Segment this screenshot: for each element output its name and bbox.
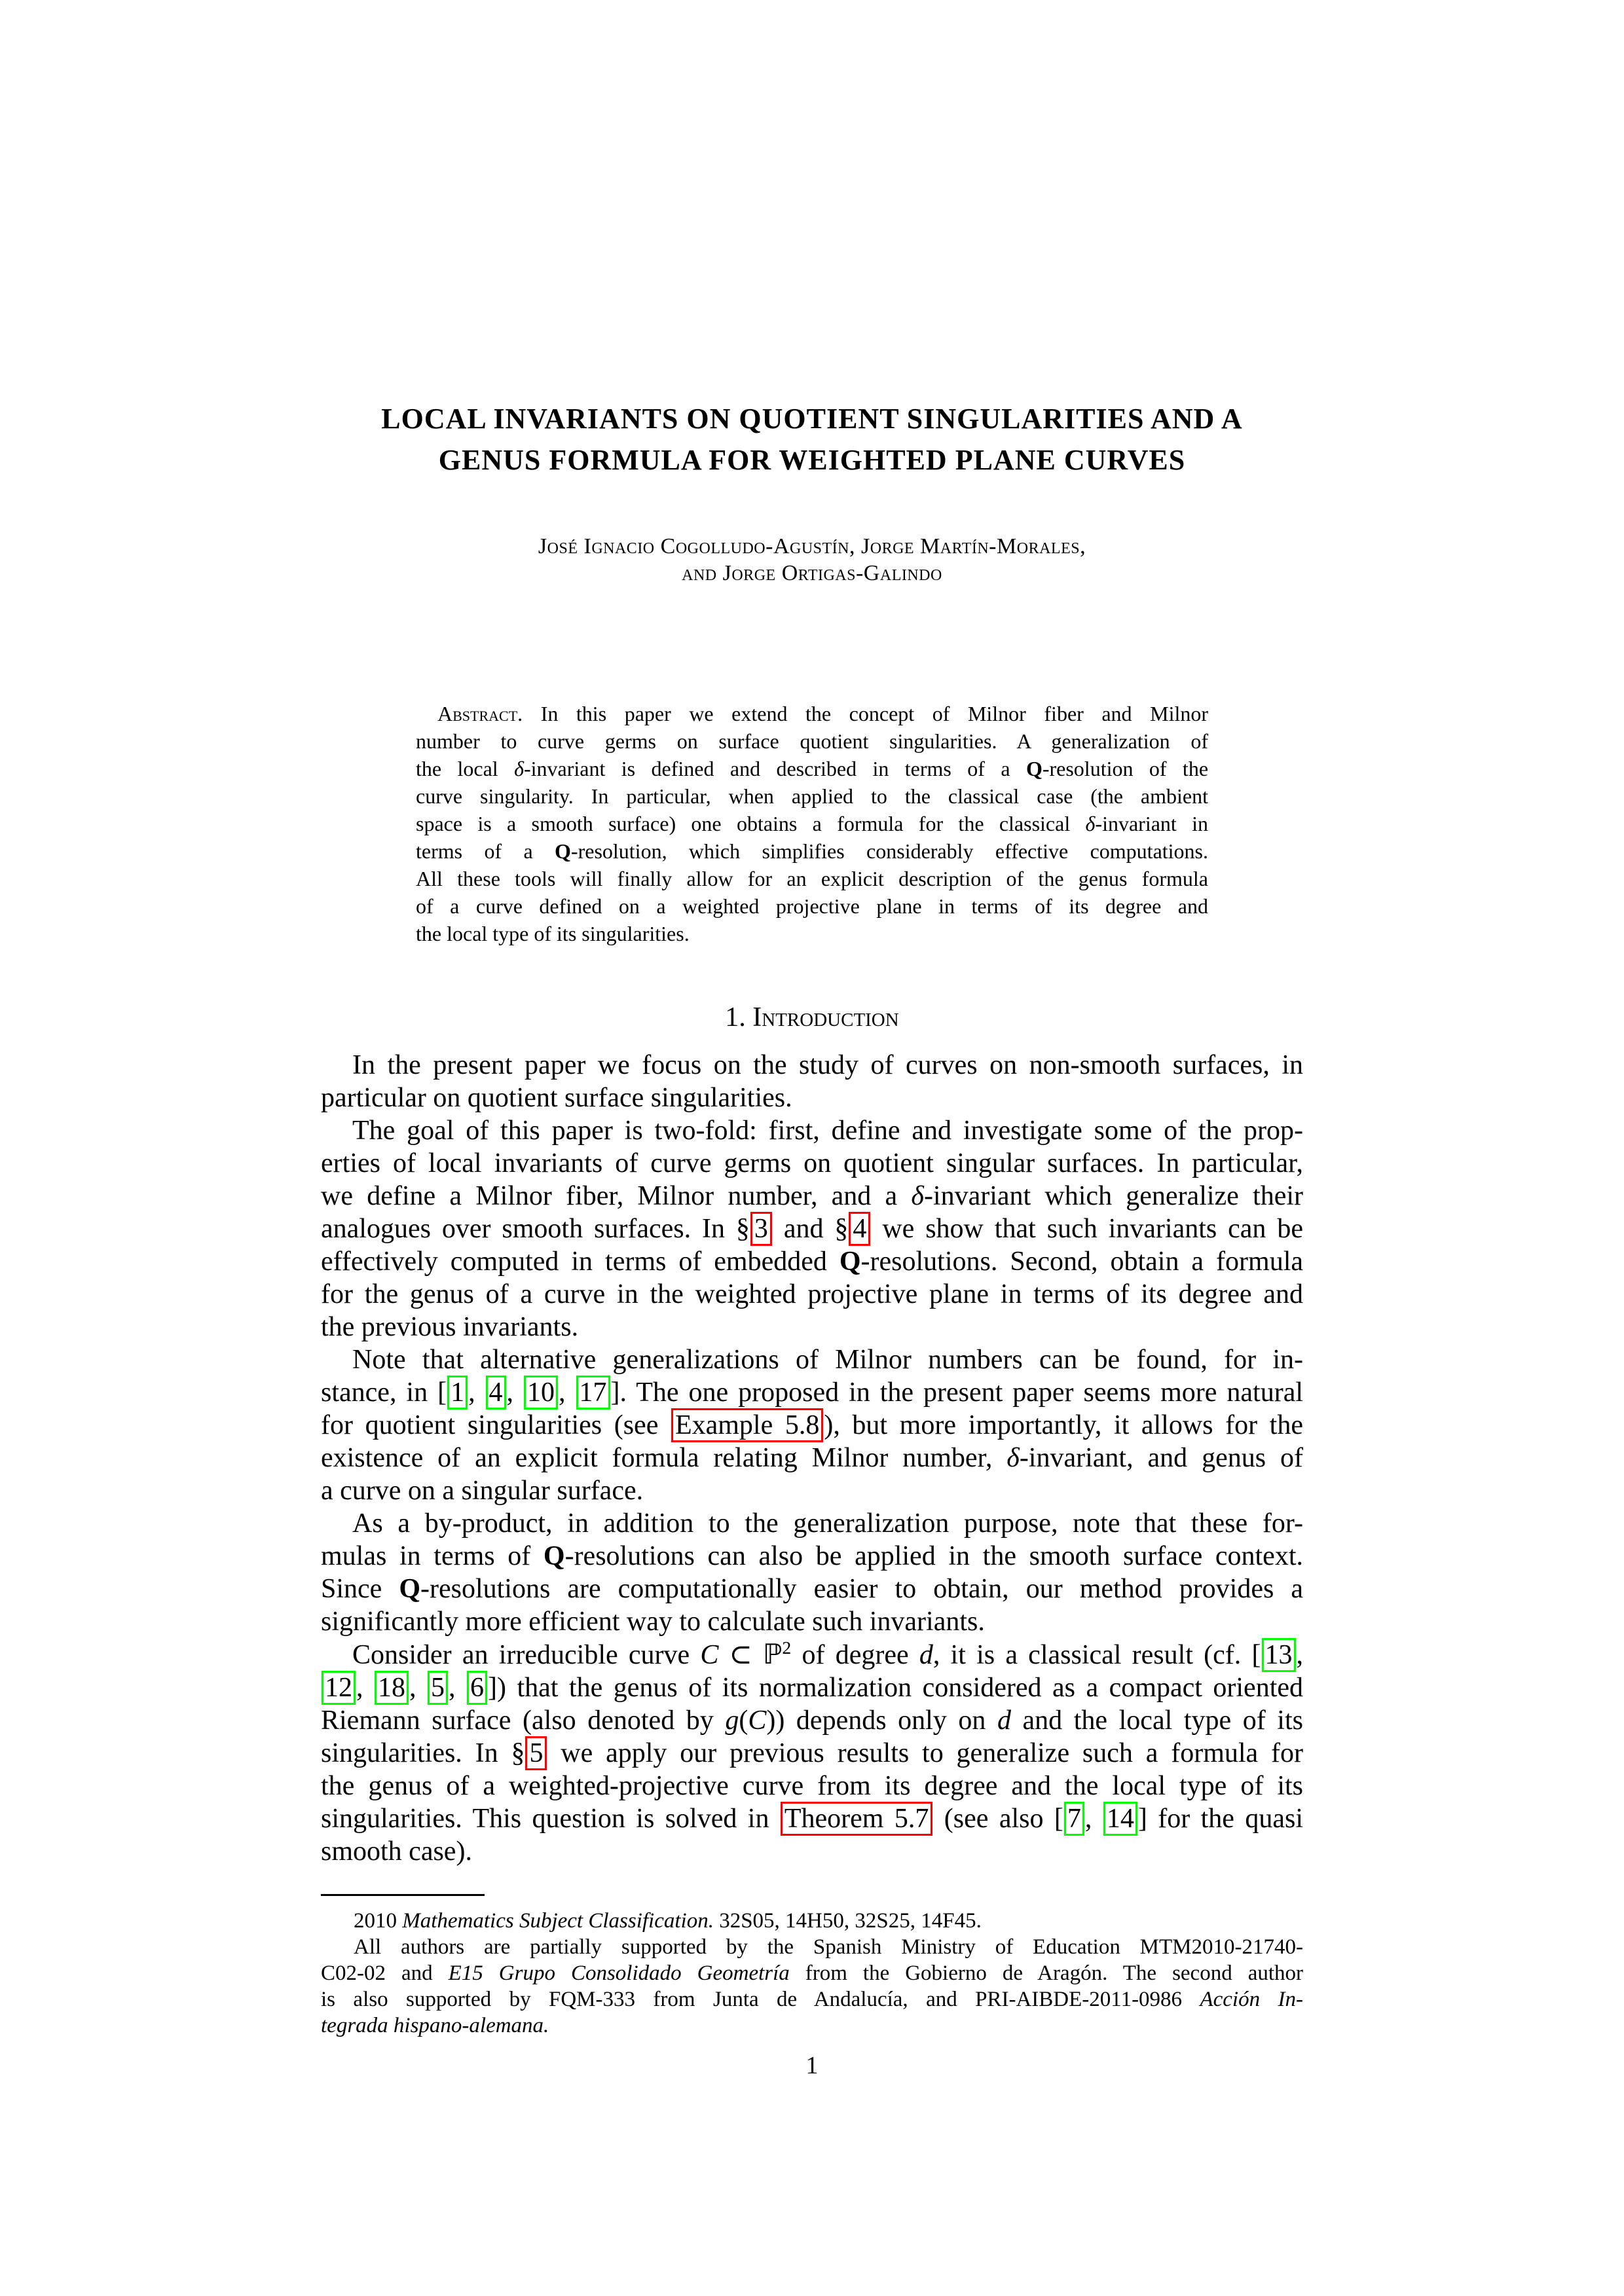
styled-text: ℙ bbox=[762, 1638, 783, 1670]
styled-text: δ bbox=[1006, 1443, 1020, 1473]
text-line: the previous invariants. bbox=[321, 1312, 579, 1342]
page-number: 1 bbox=[805, 2052, 819, 2079]
title-line-2: GENUS FORMULA FOR WEIGHTED PLANE CURVES bbox=[438, 444, 1186, 476]
styled-text: Introduction bbox=[752, 1002, 899, 1032]
text-line: the genus of a weighted-projective curve from its degree and the local type of its bbox=[321, 1771, 1303, 1801]
text-line bbox=[321, 2013, 1303, 2039]
text-line: Abstract. In this paper we extend the concept of Milnor fiber and Milnor bbox=[437, 702, 1208, 725]
styled-text: d bbox=[997, 1705, 1011, 1736]
styled-text: Q bbox=[543, 1541, 565, 1571]
text-line: number to curve germs on surface quotient singularities. A generalization of bbox=[416, 729, 1208, 753]
authors-line-2: and Jorge Ortigas-Galindo bbox=[682, 561, 942, 585]
introduction-text bbox=[321, 1049, 1303, 1868]
styled-text: δ bbox=[514, 757, 524, 780]
internal-link[interactable]: 4 bbox=[849, 1212, 870, 1246]
paragraph-3 bbox=[321, 1343, 1303, 1507]
styled-text: Q bbox=[399, 1574, 420, 1604]
text-line: 12 , 18 , 5 , 6 ]) that the genus of its normalization considered as a compact oriented bbox=[321, 1671, 1303, 1704]
section-heading-introduction: 1. Introduction bbox=[725, 1002, 899, 1032]
text-line: Note that alternative generalizations of Milnor numbers can be found, for in- bbox=[352, 1345, 1303, 1375]
text-line: for the genus of a curve in the weighted projective plane in terms of its degree and bbox=[321, 1279, 1303, 1309]
text-line: curve singularity. In particular, when applied to the classical case (the ambient bbox=[416, 784, 1208, 808]
text-line: C02-02 and E15 Grupo Consolidado Geometría from the Gobierno de Aragón. The second author bbox=[321, 1961, 1303, 1985]
authors-line-1: José Ignacio Cogolludo-Agustín, Jorge Martín-Morales, bbox=[538, 534, 1086, 558]
text-line: space is a smooth surface) one obtains a formula for the classical δ-invariant in bbox=[416, 812, 1209, 835]
text-line: we define a Milnor fiber, Milnor number, and a δ-invariant which generalize their bbox=[321, 1181, 1304, 1211]
text-line: singularities. In § 5 we apply our previous results to generalize such a formula for bbox=[321, 1737, 1303, 1770]
styled-text: d bbox=[919, 1640, 933, 1670]
text-line: the local type of its singularities. bbox=[416, 922, 690, 945]
styled-text: tegrada hispano-alemana. bbox=[321, 2014, 549, 2037]
citation-link[interactable]: 18 bbox=[375, 1671, 409, 1705]
text-line: effectively computed in terms of embedded Q-resolutions. Second, obtain a formula bbox=[321, 1247, 1304, 1277]
citation-link[interactable]: 17 bbox=[576, 1376, 610, 1410]
text-line: Consider an irreducible curve C ⊂ ℙ$^2$ of degree d, it is a classical result (cf. [ 13 , bbox=[321, 1638, 1303, 1671]
text-line: for quotient singularities (see Example 5.8 ), but more importantly, it allows for the bbox=[321, 1409, 1303, 1442]
text-line: the local δ-invariant is defined and described in terms of a Q-resolution of the bbox=[416, 757, 1209, 780]
styled-text: Mathematics Subject Classification. bbox=[402, 1909, 714, 1933]
text-line: mulas in terms of Q-resolutions can also be applied in the smooth surface context. bbox=[321, 1541, 1303, 1571]
paragraph-2 bbox=[321, 1114, 1303, 1343]
text-line: existence of an explicit formula relating Milnor number, δ-invariant, and genus of bbox=[321, 1443, 1303, 1473]
citation-link[interactable]: 12 bbox=[322, 1671, 356, 1705]
text-line: All authors are partially supported by the Spanish Ministry of Education MTM2010-21740- bbox=[354, 1935, 1303, 1959]
citation-link[interactable]: 7 bbox=[1064, 1802, 1084, 1836]
text-line: Riemann surface (also denoted by g(C)) depends only on d and the local type of its bbox=[321, 1705, 1303, 1736]
styled-text: C bbox=[700, 1640, 719, 1670]
text-line: analogues over smooth surfaces. In § 3 and § 4 we show that such invariants can be bbox=[321, 1212, 1303, 1245]
internal-link[interactable]: 5 bbox=[525, 1736, 547, 1770]
text-line: of a curve defined on a weighted projective plane in terms of its degree and bbox=[416, 894, 1208, 918]
paragraph-5 bbox=[321, 1638, 1303, 1868]
footnote-msc bbox=[321, 1908, 1303, 1934]
citation-link[interactable]: 6 bbox=[467, 1671, 487, 1705]
styled-text: Abstract. bbox=[437, 702, 523, 725]
paragraph-1 bbox=[321, 1049, 1303, 1114]
text-line: stance, in [ 1 , 4 , 10 , 17 ]. The one proposed in the present paper seems more natural bbox=[321, 1376, 1303, 1409]
text-line: All these tools will finally allow for an explicit description of the genus formula bbox=[416, 867, 1208, 890]
text-line: In the present paper we focus on the study of curves on non-smooth surfaces, in bbox=[352, 1050, 1303, 1080]
abstract bbox=[416, 700, 1208, 947]
text-line: erties of local invariants of curve germs on quotient singular surfaces. In particular, bbox=[321, 1148, 1303, 1178]
text-line: Since Q-resolutions are computationally easier to obtain, our method provides a bbox=[321, 1574, 1303, 1604]
authors bbox=[321, 533, 1303, 587]
styled-text: Q bbox=[555, 839, 571, 863]
text-line: 2010 Mathematics Subject Classification. 32S05, 14H50, 32S25, 14F45. bbox=[354, 1909, 982, 1933]
text-line: a curve on a singular surface. bbox=[321, 1476, 644, 1506]
citation-link[interactable]: 14 bbox=[1103, 1802, 1137, 1836]
text-line: terms of a Q-resolution, which simplifies considerably effective computations. bbox=[416, 839, 1209, 863]
styled-text: C bbox=[748, 1705, 767, 1736]
text-line: significantly more efficient way to calculate such invariants. bbox=[321, 1607, 985, 1637]
internal-link[interactable]: 3 bbox=[750, 1212, 772, 1246]
title-line-1: LOCAL INVARIANTS ON QUOTIENT SINGULARITIES AND A bbox=[381, 403, 1243, 435]
citation-link[interactable]: 10 bbox=[524, 1376, 558, 1410]
text-line: smooth case). bbox=[321, 1836, 472, 1867]
citation-link[interactable]: 4 bbox=[486, 1376, 506, 1410]
paragraph-4 bbox=[321, 1507, 1303, 1638]
paper-title bbox=[321, 398, 1303, 481]
text-line: As a by-product, in addition to the generalization purpose, note that these for- bbox=[352, 1508, 1303, 1539]
footnotes bbox=[321, 1894, 1303, 2039]
styled-text: δ bbox=[1085, 812, 1096, 835]
styled-text: Q bbox=[839, 1247, 861, 1277]
text-line: The goal of this paper is two-fold: first, define and investigate some of the prop- bbox=[352, 1116, 1303, 1146]
footnote-support bbox=[321, 1934, 1303, 2039]
citation-link[interactable]: 5 bbox=[428, 1671, 448, 1705]
styled-text: Acción In- bbox=[1200, 1988, 1303, 2011]
styled-text: δ bbox=[911, 1181, 924, 1211]
internal-link[interactable]: Example 5.8 bbox=[671, 1408, 823, 1442]
internal-link[interactable]: Theorem 5.7 bbox=[781, 1802, 933, 1836]
styled-text: 2 bbox=[782, 1637, 792, 1658]
styled-text: g bbox=[725, 1705, 739, 1736]
citation-link[interactable]: 1 bbox=[447, 1376, 468, 1410]
text-line: is also supported by FQM-333 from Junta de Andalucía, and PRI-AIBDE-2011-0986 Acción In- bbox=[321, 1988, 1303, 2011]
text-line: particular on quotient surface singularities. bbox=[321, 1083, 792, 1113]
styled-text: Q bbox=[1025, 757, 1043, 780]
text-line: singularities. This question is solved in Theorem 5.7 (see also [ 7 , 14 ] for the quasi bbox=[321, 1802, 1303, 1835]
citation-link[interactable]: 13 bbox=[1262, 1638, 1296, 1672]
footnote-rule bbox=[321, 1894, 485, 1896]
styled-text: E15 Grupo Consolidado Geometría bbox=[448, 1961, 790, 1985]
